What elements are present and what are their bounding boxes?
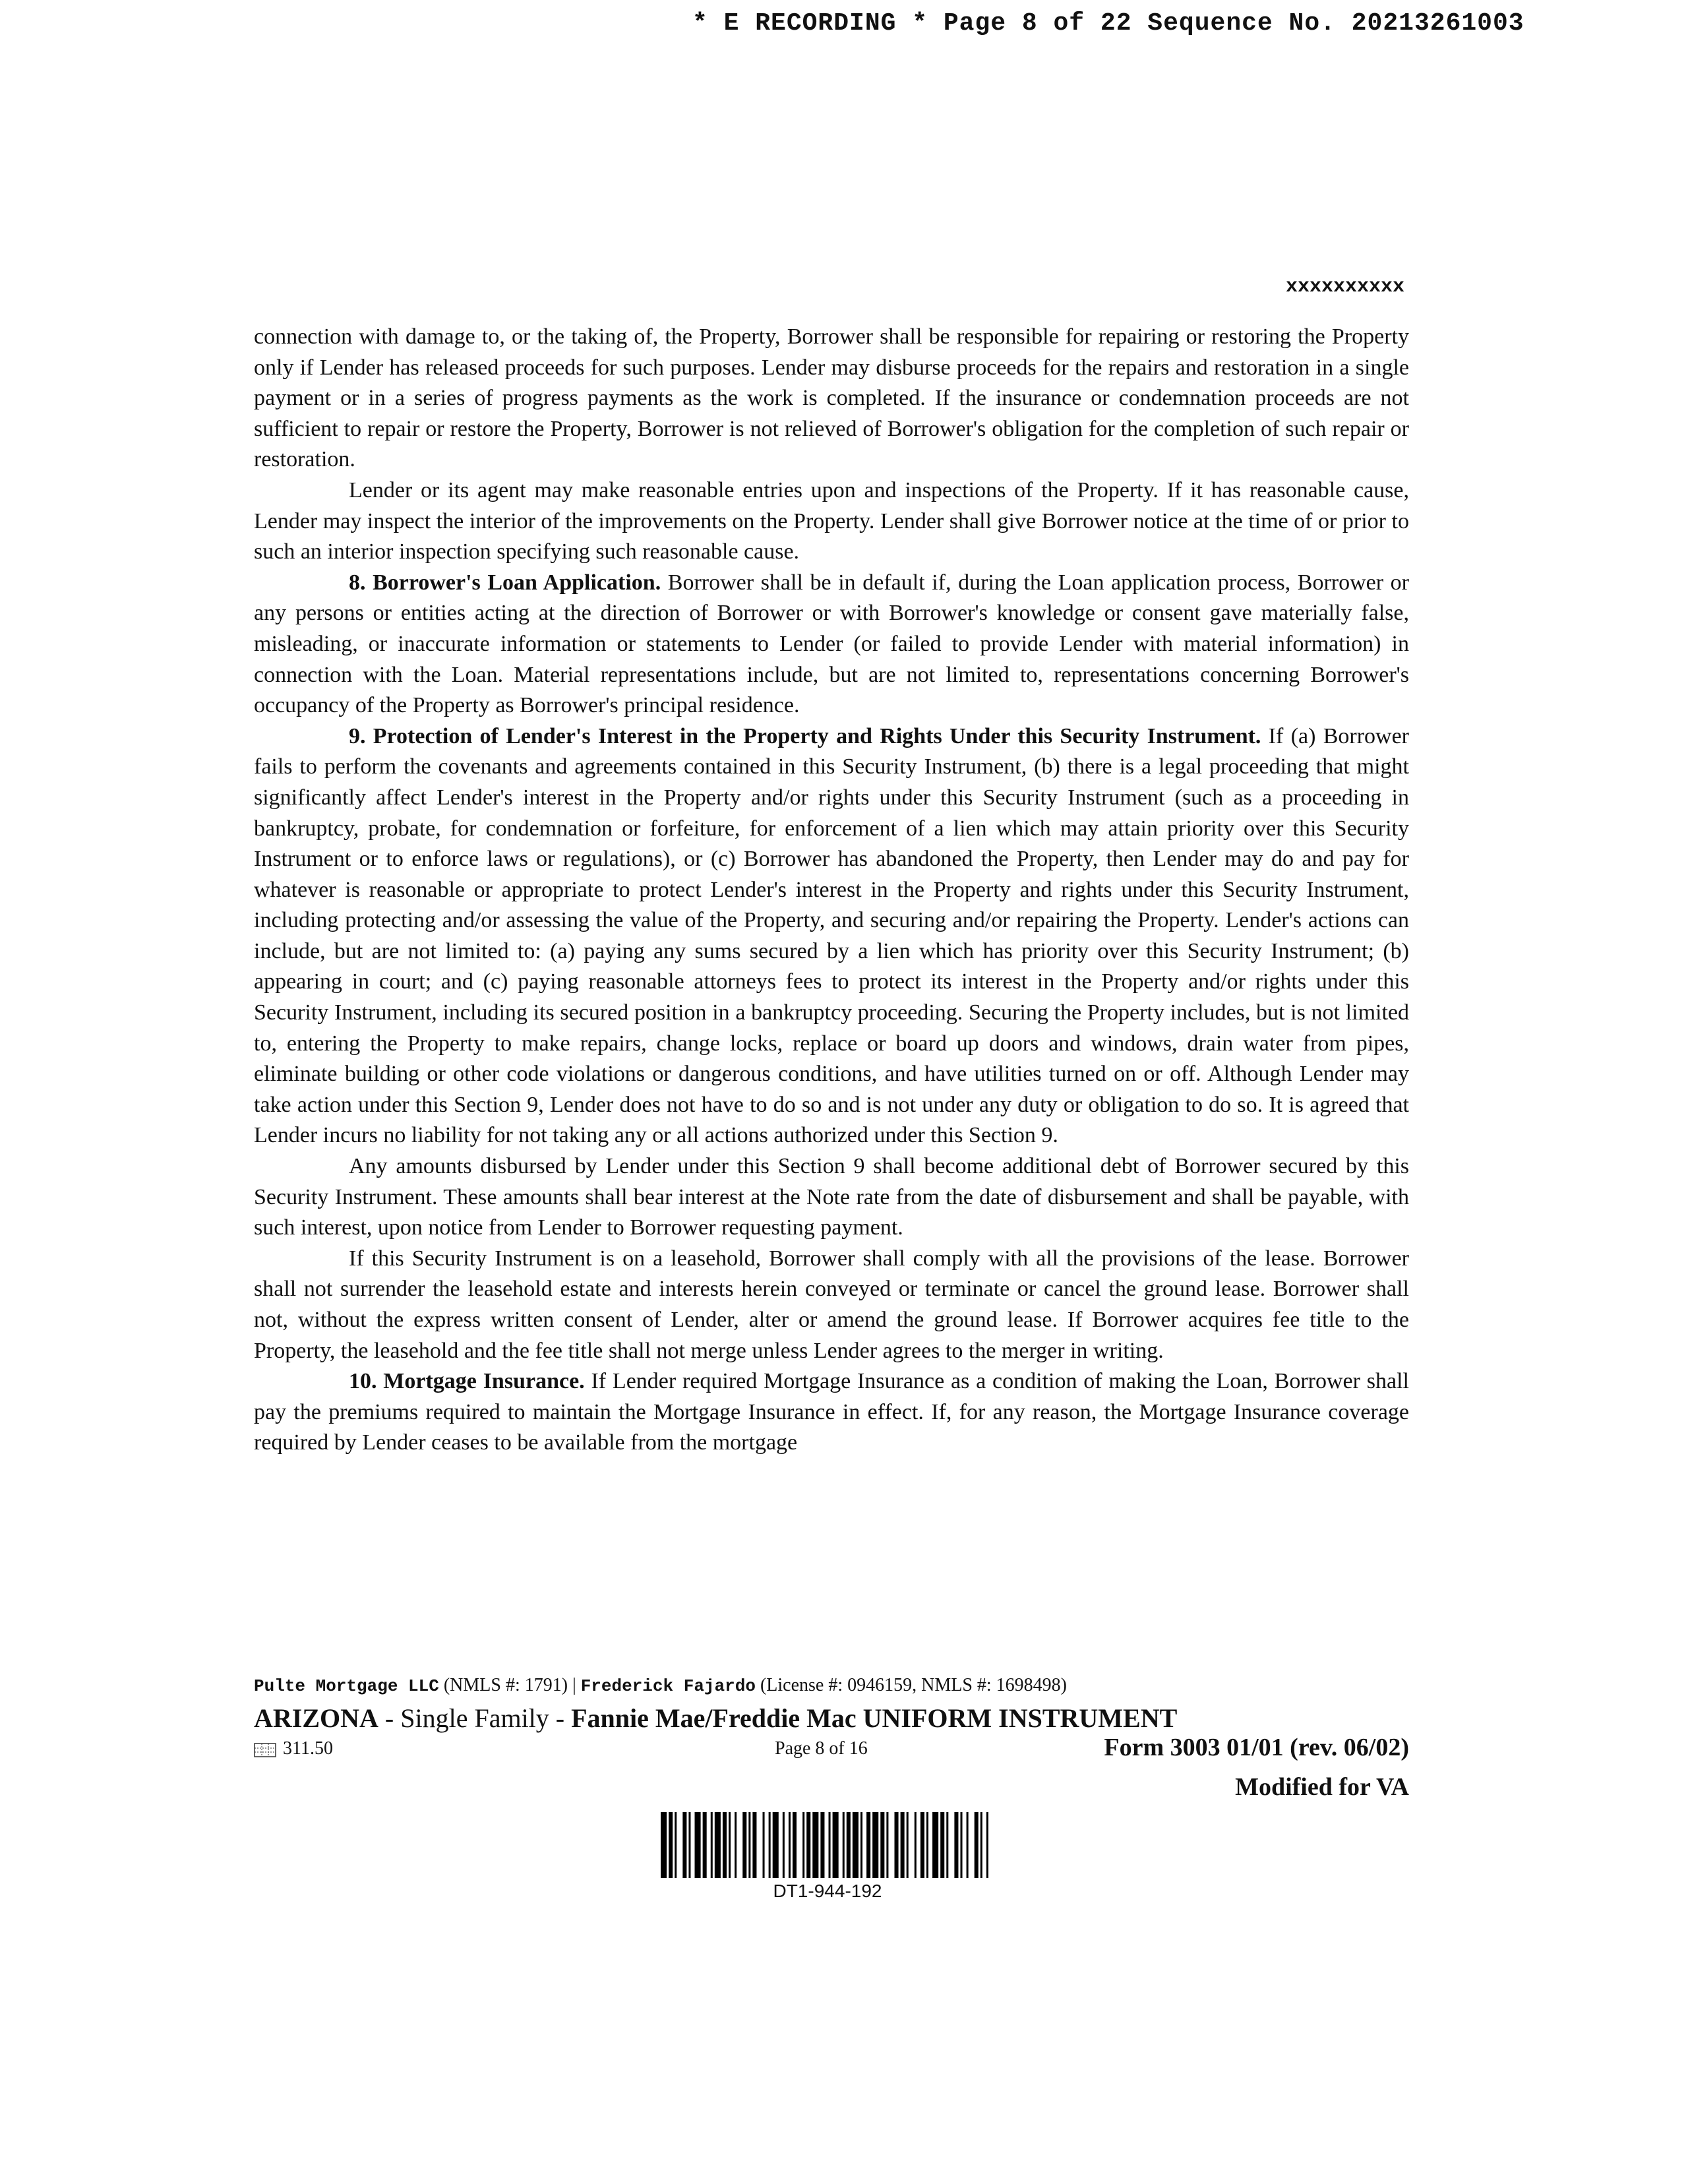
form-code: 311.50 <box>283 1738 333 1759</box>
form-number: Form 3003 01/01 (rev. 06/02) <box>1104 1734 1409 1761</box>
recording-header: * E RECORDING * Page 8 of 22 Sequence No. 20213261003 <box>692 9 1524 38</box>
section-8-paragraph <box>254 568 1409 721</box>
form-title-line <box>254 1703 1177 1734</box>
originator-info: (License #: 0946159, NMLS #: 1698498) <box>755 1675 1067 1695</box>
originator-name: Frederick Fajardo <box>580 1676 756 1696</box>
section-10-text: If Lender required Mortgage Insurance as a condition of making the Loan, Borrower shall pay the premiums required to maintain the Mortgage Insurance in effect. If, for any reason, the Mortgage Insurance coverage required by Lender ceases to be available from the mortgage <box>254 1369 1409 1455</box>
barcode-image <box>661 1812 994 1878</box>
paragraph-leasehold: If this Security Instrument is on a leasehold, Borrower shall comply with all the provisions of the lease. Borrower shall not surrender the leasehold estate and interests herein conveyed or terminate or cancel the ground lease. Borrower shall not, without the express written consent of Lender, alter or amend the ground lease. If Borrower acquires fee title to the Property, the leasehold and the fee title shall not merge unless Lender agrees to the merger in writing. <box>254 1246 1409 1363</box>
document-id: xxxxxxxxxx <box>1285 276 1404 298</box>
form-grid-icon <box>254 1743 276 1757</box>
section-10-heading: 10. Mortgage Insurance. <box>349 1369 585 1394</box>
form-code-group <box>254 1738 333 1759</box>
form-info-row <box>254 1734 1409 1765</box>
paragraph-repair-restoration: connection with damage to, or the taking of, the Property, Borrower shall be responsible for repairing or restoring the Property only if Lender has released proceeds for such purposes. Lender may disburse proceeds for the repairs and restoration in a single payment or in a series of progress payments as the work is completed. If the insurance or condemnation proceeds are not sufficient to repair or restore the Property, Borrower is not relieved of Borrower's obligation for the completion of such repair or restoration. <box>254 324 1409 472</box>
section-9-paragraph <box>254 721 1409 1151</box>
form-name: Fannie Mae/Freddie Mac UNIFORM INSTRUMENT <box>571 1703 1178 1733</box>
section-8-heading: 8. Borrower's Loan Application. <box>349 570 661 595</box>
page-number: Page 8 of 16 <box>775 1738 868 1759</box>
form-desc-sep: - Single Family - <box>378 1703 572 1733</box>
paragraph-disbursed-amounts: Any amounts disbursed by Lender under this Section 9 shall become additional debt of Borrower secured by this Security Instrument. These amounts shall bear interest at the Note rate from the date of disbursement and shall be payable, with such interest, upon notice from Lender to Borrower requesting payment. <box>254 1154 1409 1240</box>
lender-line <box>254 1675 1067 1696</box>
section-9-heading: 9. Protection of Lender's Interest in the Property and Rights Under this Security Instrument. <box>349 723 1261 748</box>
paragraph-inspection: Lender or its agent may make reasonable entries upon and inspections of the Property. If it has reasonable cause, Lender may inspect the interior of the improvements on the Property. Lender shall give Borrower notice at the time of or prior to such an interior inspection specifying such reasonable cause. <box>254 477 1409 564</box>
document-body <box>254 322 1409 1459</box>
barcode-label: DT1-944-192 <box>773 1881 882 1901</box>
section-9-text: If (a) Borrower fails to perform the covenants and agreements contained in this Security Instrument, (b) there is a legal proceeding that might significantly affect Lender's interest in the Property and/or rights under this Security Instrument (such as a proceeding in bankruptcy, probate, for condemnation or forfeiture, for enforcement of a lien which may attain priority over this Security Instrument or to enforce laws or regulations), or (c) Borrower has abandoned the Property, then Lender may do and pay for whatever is reasonable or appropriate to protect Lender's interest in the Property and rights under this Security Instrument, including protecting and/or assessing the value of the Property, and securing and/or repairing the Property. Lender's actions can include, but are not limited to: (a) paying any sums secured by a lien which has priority over this Security Instrument; (b) appearing in court; and (c) paying reasonable attorneys fees to protect its interest in the Property and/or rights under this Security Instrument, including its secured position in a bankruptcy proceeding. Securing the Property includes, but is not limited to, entering the Property to make repairs, change locks, replace or board up doors and windows, drain water from pipes, eliminate building or other code violations or dangerous conditions, and have utilities turned on or off. Although Lender may take action under this Section 9, Lender does not have to do so and is not under any duty or obligation to do so. It is agreed that Lender incurs no liability for not taking any or all actions authorized under this Section 9. <box>254 723 1409 1148</box>
lender-name: Pulte Mortgage LLC <box>254 1676 439 1696</box>
section-10-paragraph <box>254 1366 1409 1459</box>
lender-nmls: (NMLS #: 1791) | <box>438 1675 581 1695</box>
section-8-text: Borrower shall be in default if, during the Loan application process, Borrower or any persons or entities acting at the direction of Borrower or with Borrower's knowledge or consent gave materially false, misleading, or inaccurate information or statements to Lender (or failed to provide Lender with material information) in connection with the Loan. Material representations include, but are not limited to, representations concerning Borrower's occupancy of the Property as Borrower's principal residence. <box>254 570 1409 718</box>
state-name: ARIZONA <box>254 1703 378 1733</box>
modified-note: Modified for VA <box>1235 1773 1409 1801</box>
